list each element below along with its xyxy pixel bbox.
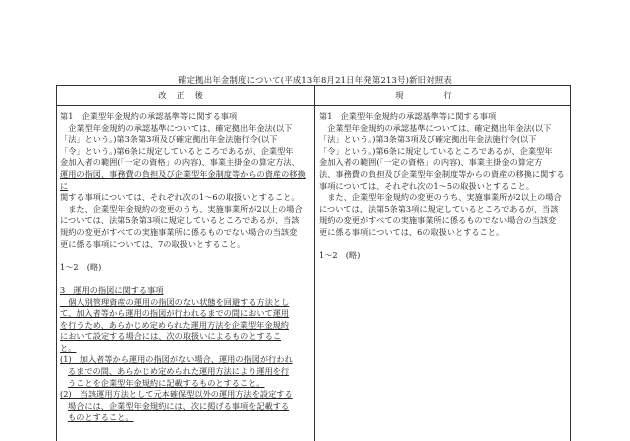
left-para2-line: 規約の変更がすべての実施事業所に係るものでない場合の当該変 [60, 226, 298, 237]
right-para2-line: 規約の変更がすべての実施事業所に係るものでない場合の当該変 [319, 215, 557, 226]
right-para2-line: については、法第5条第3項に規定しているところであるが、当該 [319, 203, 559, 214]
left-para2-line: 更に係る事項については、7の取扱いとすること。 [60, 238, 246, 249]
left-para1-line: 運用の指図、事務費の負担及び企業型年金制度等からの資産の移換に [60, 168, 306, 191]
left-para1-line: 企業型年金規約の承認基準については、確定拠出年金法(以下 [60, 122, 293, 133]
right-items-omitted: 1～2 (略) [319, 250, 361, 261]
left-para2-line: また、企業型年金規約の変更のうち、実施事業所が2以上の場合 [60, 203, 303, 214]
header-revised: 改正後 [158, 90, 213, 100]
left-sub2-line: ものとすること。 [68, 412, 134, 423]
right-para1-line: 「法」という。)第3条第3項及び確定拠出年金法施行令(以下 [319, 134, 537, 145]
left-items-omitted: 1～2 (略) [60, 261, 102, 272]
left-sec3-line: を行うため、あらかじめ定められた運用方法を企業型年金規約 [60, 319, 289, 330]
document-title: 確定拠出年金制度について(平成13年8月21日年発第213号)新旧対照表 [178, 75, 452, 85]
left-para1-line: 関する事項については、それぞれ次の1～6の取扱いとすること。 [60, 192, 300, 203]
right-para1-line: 事項については、それぞれ次の1～5の取扱いとすること。 [319, 180, 534, 191]
comparison-table [56, 85, 571, 441]
left-heading: 第1 企業型年金規約の承認基準等に関する事項 [60, 111, 238, 121]
left-sub1-line: るまでの間、あらかじめ定められた運用方法により運用を行 [68, 366, 290, 377]
right-para2-line: 更に係る事項については、6の取扱いとすること。 [319, 226, 505, 237]
left-sec3-line: と。 [60, 342, 77, 353]
left-para1-line: 「法」という。)第3条第3項及び確定拠出年金法施行令(以下 [60, 134, 278, 145]
right-para1-line: 金加入者の範囲(「一定の資格」の内容)、事業主掛金の算定方 [319, 157, 543, 168]
left-para1-line: 「令」という。)第6条に規定しているところであるが、企業型年 [60, 145, 294, 156]
left-sec3-line: て、加入者等から運用の指図が行われるまでの間において運用 [60, 308, 290, 319]
header-current: 現行 [395, 90, 492, 100]
right-para1-line: 法、事務費の負担及び企業型年金制度等からの資産の移換に関する [319, 168, 565, 179]
left-sub2-line: (2) 当該運用方法として元本確保型以外の運用方法を設定する [60, 389, 293, 400]
left-para1-line: 金加入者の範囲(「一定の資格」の内容)、事業主掛金の算定方法、 [60, 157, 300, 168]
right-para1-line: 企業型年金規約の承認基準については、確定拠出年金法(以下 [319, 122, 552, 133]
current-column [319, 111, 569, 262]
left-para2-line: については、法第5条第3項に規定しているところであるが、当該 [60, 215, 300, 226]
revised-column [60, 111, 310, 424]
left-sec3-line: において設定する場合には、次の取扱いによるものとするこ [60, 331, 282, 342]
left-sub1-line: (1) 加入者等から運用の指図がない場合、運用の指図が行われ [60, 354, 293, 365]
left-sub2-line: 場合には、企業型年金規約には、次に掲げる事項を記載する [68, 400, 290, 411]
column-divider [314, 86, 315, 441]
right-para1-line: 「令」という。)第6条に規定しているところであるが、企業型年 [319, 145, 553, 156]
left-sec3-heading: 3 運用の指図に関する事項 [60, 284, 164, 295]
left-sec3-line: 個人別管理資産の運用の指図のない状態を回避する方法とし [60, 296, 290, 307]
left-sub1-line: うことを企業型年金規約に記載するものとすること。 [68, 377, 265, 388]
right-heading: 第1 企業型年金規約の承認基準等に関する事項 [319, 111, 497, 121]
right-para2-line: また、企業型年金規約の変更のうち、実施事業所が2以上の場合 [319, 192, 562, 203]
